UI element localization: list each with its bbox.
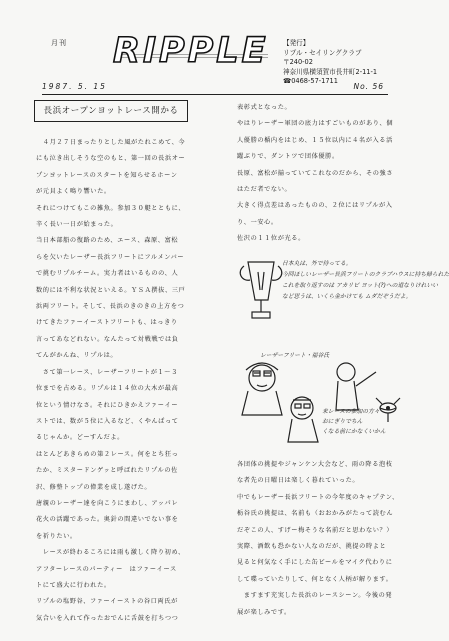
right-column-top-line: 佐沢の１１位が光る。 [237,235,305,243]
left-column-line: で挑むリプルチーム。実力者はいるものの、人 [36,270,179,278]
left-column-line: けてきたファーイーストフリートも、はっきり [36,319,178,327]
right-column-bottom-line: 栃谷氏の挑提は、名前も（おおかみがたって読むん [237,510,394,518]
right-column-bottom-line: な者先の日曜日は楽しく暮れていった。 [237,477,360,485]
issue-date: 1987. 5. 15 [42,82,107,91]
note-money: など思うは、いくら金かけても ムダだぞうだよ。 [282,294,412,300]
left-column-line: 気合いを入れて作ったおでんに舌鼓を打ちつつ [36,614,179,622]
left-column-line: トにて盛大に行われた。 [36,581,111,589]
publisher-address: 神奈川県横須賀市長井町2-11-1 [283,67,378,76]
left-column-line: 位という情けなさ。それにひきかえファーイー [36,401,179,409]
right-column-top-line: 長原、富松が揃っていてこれなのだから、その強さ [237,169,394,177]
monthly-label: 月刊 [51,39,67,47]
issue-number: No. 56 [353,82,384,91]
article-column-left [36,135,216,627]
publisher-phone: ☎0468-57-1711 [283,77,338,86]
left-column-line: 数的には不利な状況といえる。ＹＳＡ撰抜、三戸 [36,286,186,294]
publisher-name: リプル・セイリングクラブ [283,48,362,57]
note-laser-fleet: レーザーフリート・福谷氏 [260,353,330,359]
note-onigiri: おにぎりでちん [322,419,363,425]
left-column-line: プンヨットレースのスタートを知らせるホーン [36,171,178,179]
left-column-line: にも泣き出しそうな空のもと、第一回の長浜オー [36,155,186,163]
right-column-bottom-line: 実際、酒飲も恐かない人なのだが、挑提の時よと [237,543,387,551]
left-column-line: はとんどあきらめの第２レース。何をとち狂っ [36,450,179,458]
left-column-line: を祈りたい。 [36,532,77,540]
left-column-line: 沢、修整トップの偉業を成し遂げた。 [36,483,152,491]
note-participants: 来レースの参加の方々 [322,409,380,415]
note-return: これを取り返すのは アカリビ ヨット(?)への道なりけれいい [282,283,439,289]
left-column-line: レースが終わるころには雨も激しく降り初め、 [36,549,185,557]
left-column-line: ストでは、数が５位に入るなど、くやんぱって [36,417,179,425]
right-column-bottom-line: 各団体の挑提やジャンケン大会など、雨の降る泡枝 [237,461,393,468]
left-column-line: 言ってあなどれない。なんたって対戦戦では負 [36,335,179,343]
left-column-line: 浜両フリート。そして、長浜のきのきの上方をつ [36,303,185,311]
note-trophy: 日本丸は、外で待ってる。 [282,261,352,267]
ripple-logo: RIPPLE [113,31,269,71]
right-column-bottom-line: 見ると何気なく手にした缶ビールをマイク代わりに [237,559,393,567]
right-column-top-line: やはりレーザー軍団の底力はすごいものがあり、個 [237,120,394,128]
note-before: くなる前にかなくいかん [322,429,386,435]
article-column-right-top [237,100,417,248]
left-column-line: 位までを占める。リプルは１４位の大木が最高 [36,385,179,393]
left-column-line: リプルの塩野谷、ファーイーストの谷口両氏が [36,598,178,606]
right-column-top-line: 人優勝の楯内をはじめ、１５位以内に４名が入る活 [237,136,393,144]
right-column-bottom-line: だぞこの人、すげー梅そうな名前だと思わない？） [237,526,394,534]
note-clubhouse: 今回ほしいレーザー長浜フリートのクラブハウスに持ち帰られた [282,272,449,278]
right-column-top-line: り、一安心。 [237,218,278,226]
right-column-top-line: 大きく得点差はあったものの、２位にはリプルが入 [237,202,393,210]
publisher-postcode: 〒240-02 [283,58,313,67]
publisher-label: 【発行】 [283,39,310,47]
left-column-line: らを欠いたレーザー長浜フリートにフルメンバー [36,253,185,261]
left-column-line: たか、ミスタードンゲッと呼ばれたリプルの佐 [36,467,178,475]
left-column-line: アフターレースのパーティー はファーイース [36,565,177,573]
right-column-top-line: 表彰式となった。 [237,104,292,111]
left-column-line: 唐親のレーザー達を向こうにまわし、アッパレ [36,499,179,507]
right-column-top-line: はただ者でない。 [237,186,292,194]
right-column-bottom-line: 中でもレーザー長浜フリートの今年度のキャプテン、 [237,493,399,501]
illustration [238,260,449,450]
left-column-line: てんがかんね、リプルは。 [36,352,118,360]
left-column-line: ４月２７日まったりとした風がたれこめて、今 [36,139,186,146]
left-column-line: それにつけてもこの雑魚。参加３０艇とともに、 [36,204,186,212]
left-column-line: さて第一レース、レーザーフリートが１～３ [36,368,178,376]
right-column-bottom-line: ますます充実した長浜のレースシーン。今後の発 [237,592,393,600]
article-column-right-bottom [237,457,417,621]
right-column-bottom-line: して喋っていたりして、何となく人柄が解ります。 [237,575,393,583]
dateline [42,80,388,95]
left-column-line: るじゃんか。どーすんだよ。 [36,434,124,442]
left-column-line: 辛く長い一日が始まった。 [36,221,118,229]
left-column-line: 当日本部船の復路のため、エース、森原、富松 [36,237,179,245]
left-column-line: が元貝よく鳴り響いた。 [36,188,111,196]
right-column-bottom-line: 展が楽しみです。 [237,608,291,616]
left-column-line: 花火の活躍であった。奥針の間違いでない事を [36,516,179,524]
article-headline: 長浜オープンヨットレース開かる [34,100,188,122]
right-column-top-line: 躍ぶりで、ダントツで団体優勝。 [237,153,339,161]
